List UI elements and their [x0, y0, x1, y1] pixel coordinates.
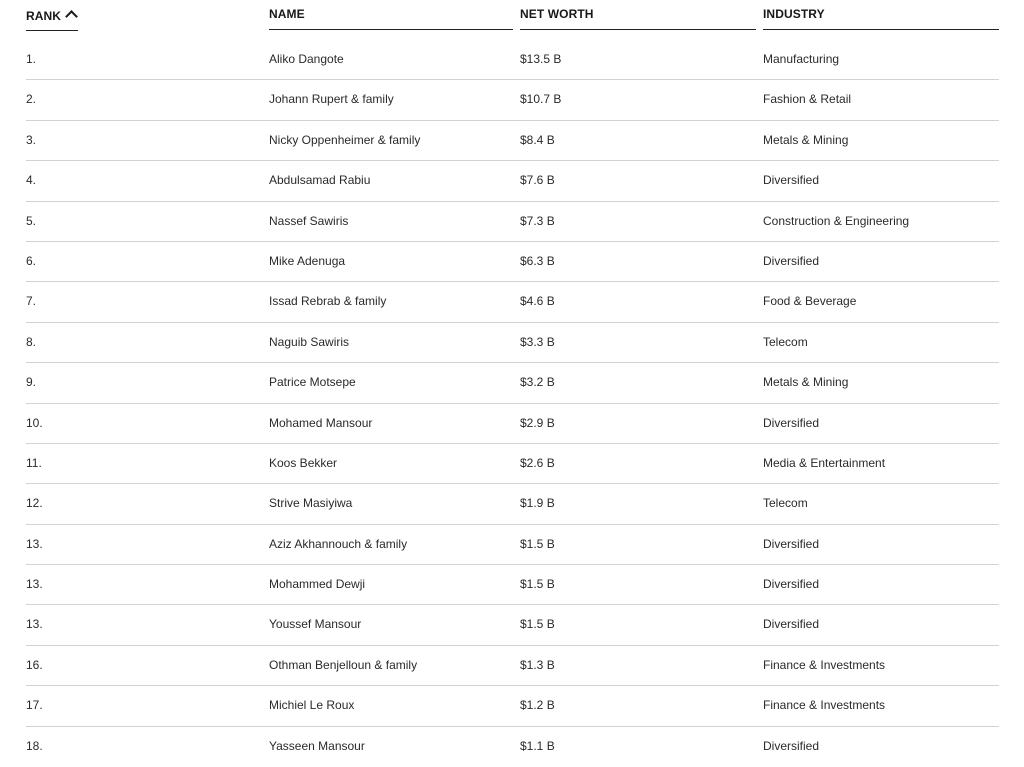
name-cell[interactable]: Mohamed Mansour	[269, 415, 373, 430]
table-row[interactable]	[26, 80, 999, 120]
column-header-net-worth-label: NET WORTH	[520, 7, 594, 21]
industry-cell: Construction & Engineering	[763, 213, 910, 228]
name-cell[interactable]: Strive Masiyiwa	[269, 496, 353, 511]
table-row[interactable]	[26, 121, 999, 161]
rank-cell: 17.	[26, 698, 43, 713]
rank-cell: 13.	[26, 617, 43, 632]
net-worth-cell: $7.6 B	[520, 173, 555, 188]
table-row[interactable]	[26, 525, 999, 565]
column-header-rank-label: RANK	[26, 9, 62, 23]
industry-cell: Diversified	[763, 253, 820, 268]
industry-cell: Telecom	[763, 496, 808, 511]
name-cell[interactable]: Naguib Sawiris	[269, 334, 350, 349]
industry-cell: Manufacturing	[763, 52, 840, 66]
table-body	[26, 40, 999, 767]
table-header	[26, 0, 999, 31]
net-worth-cell: $1.2 B	[520, 698, 555, 713]
rank-cell: 10.	[26, 415, 43, 430]
table-row[interactable]	[26, 444, 999, 484]
column-header-name[interactable]	[269, 7, 513, 30]
rank-cell: 3.	[26, 132, 37, 147]
chevron-up-icon[interactable]	[65, 10, 78, 23]
name-cell[interactable]: Nicky Oppenheimer & family	[269, 132, 421, 147]
industry-cell: Finance & Investments	[763, 657, 886, 672]
net-worth-cell: $3.2 B	[520, 375, 555, 390]
column-header-name-label: NAME	[269, 7, 305, 21]
net-worth-cell: $2.6 B	[520, 455, 555, 470]
table-row[interactable]	[26, 161, 999, 201]
net-worth-cell: $1.1 B	[520, 738, 555, 753]
net-worth-cell: $1.9 B	[520, 496, 555, 511]
table-row[interactable]	[26, 565, 999, 605]
name-cell[interactable]: Youssef Mansour	[269, 617, 362, 632]
table-row[interactable]	[26, 404, 999, 444]
table-row[interactable]	[26, 202, 999, 242]
name-cell[interactable]: Patrice Motsepe	[269, 375, 356, 390]
rank-cell: 9.	[26, 375, 37, 390]
name-cell[interactable]: Mike Adenuga	[269, 253, 346, 268]
rank-cell: 8.	[26, 334, 37, 349]
rank-cell: 6.	[26, 253, 37, 268]
name-cell[interactable]: Aliko Dangote	[269, 52, 344, 66]
table-row[interactable]	[26, 323, 999, 363]
rank-cell: 16.	[26, 657, 43, 672]
name-cell[interactable]: Koos Bekker	[269, 455, 338, 470]
industry-cell: Metals & Mining	[763, 132, 849, 147]
net-worth-cell: $1.5 B	[520, 617, 555, 632]
table-row[interactable]	[26, 686, 999, 726]
industry-cell: Fashion & Retail	[763, 92, 852, 107]
table-row[interactable]	[26, 646, 999, 686]
industry-cell: Media & Entertainment	[763, 455, 886, 470]
rank-cell: 12.	[26, 496, 43, 511]
table-row[interactable]	[26, 282, 999, 322]
table-row[interactable]	[26, 605, 999, 645]
table-row[interactable]	[26, 242, 999, 282]
industry-cell: Food & Beverage	[763, 294, 857, 309]
rank-cell: 13.	[26, 536, 43, 551]
net-worth-cell: $6.3 B	[520, 253, 555, 268]
name-cell[interactable]: Johann Rupert & family	[269, 92, 394, 107]
net-worth-cell: $1.5 B	[520, 577, 555, 592]
net-worth-cell: $2.9 B	[520, 415, 555, 430]
name-cell[interactable]: Aziz Akhannouch & family	[269, 536, 408, 551]
column-header-industry-label: INDUSTRY	[763, 7, 825, 21]
column-header-rank[interactable]	[26, 9, 78, 31]
rank-cell: 2.	[26, 92, 37, 107]
rank-cell: 11.	[26, 455, 42, 470]
net-worth-cell: $1.5 B	[520, 536, 555, 551]
name-cell[interactable]: Michiel Le Roux	[269, 698, 355, 713]
rank-cell: 5.	[26, 213, 37, 228]
rank-cell: 4.	[26, 173, 37, 188]
table-row[interactable]	[26, 363, 999, 403]
industry-cell: Diversified	[763, 415, 820, 430]
industry-cell: Diversified	[763, 536, 820, 551]
table-row[interactable]	[26, 40, 999, 80]
name-cell[interactable]: Othman Benjelloun & family	[269, 657, 418, 672]
column-header-net-worth[interactable]	[520, 7, 756, 30]
industry-cell: Diversified	[763, 617, 820, 632]
net-worth-cell: $8.4 B	[520, 132, 555, 147]
industry-cell: Telecom	[763, 334, 808, 349]
industry-cell: Diversified	[763, 738, 820, 753]
rank-cell: 7.	[26, 294, 37, 309]
rank-cell: 18.	[26, 738, 43, 753]
name-cell[interactable]: Abdulsamad Rabiu	[269, 173, 371, 188]
industry-cell: Metals & Mining	[763, 375, 849, 390]
name-cell[interactable]: Issad Rebrab & family	[269, 294, 387, 309]
net-worth-cell: $7.3 B	[520, 213, 555, 228]
industry-cell: Diversified	[763, 577, 820, 592]
name-cell[interactable]: Nassef Sawiris	[269, 213, 349, 228]
net-worth-cell: $3.3 B	[520, 334, 555, 349]
billionaires-table	[26, 0, 999, 753]
net-worth-cell: $10.7 B	[520, 92, 562, 107]
industry-cell: Diversified	[763, 173, 820, 188]
table-row[interactable]	[26, 484, 999, 524]
name-cell[interactable]: Mohammed Dewji	[269, 577, 366, 592]
name-cell[interactable]: Yasseen Mansour	[269, 738, 365, 753]
net-worth-cell: $13.5 B	[520, 52, 562, 66]
rank-cell: 13.	[26, 577, 43, 592]
rank-cell: 1.	[26, 52, 37, 66]
column-header-industry[interactable]	[763, 7, 999, 30]
net-worth-cell: $4.6 B	[520, 294, 555, 309]
net-worth-cell: $1.3 B	[520, 657, 555, 672]
industry-cell: Finance & Investments	[763, 698, 886, 713]
